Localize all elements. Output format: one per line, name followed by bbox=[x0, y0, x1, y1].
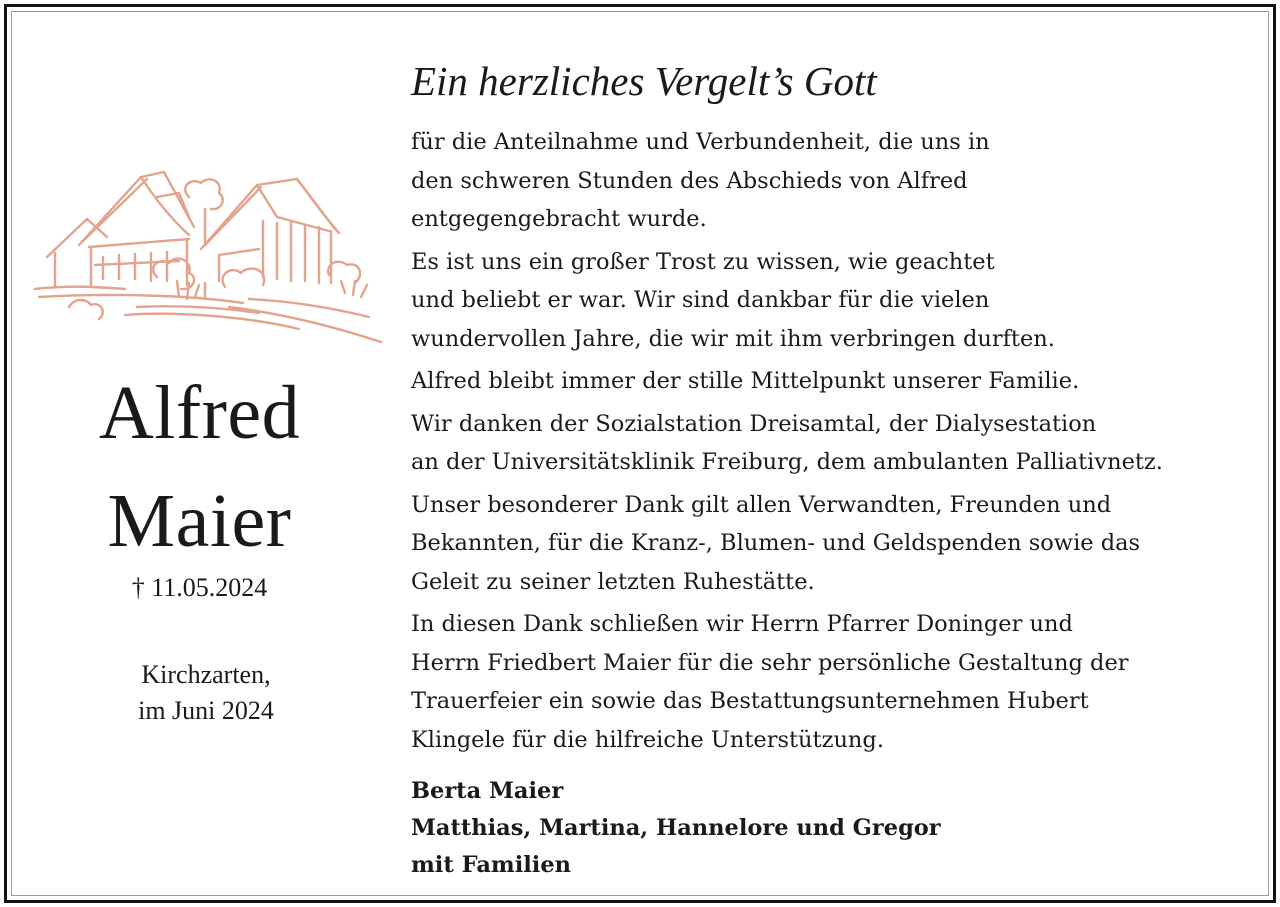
text-line: Geleit zu seiner letzten Ruhestätte. bbox=[411, 568, 815, 595]
deceased-first-name: Alfred bbox=[98, 371, 301, 455]
farmhouse-sketch-icon bbox=[29, 157, 389, 352]
text-line: entgegengebracht wurde. bbox=[411, 206, 707, 232]
obituary-card bbox=[4, 4, 1276, 903]
text-line: Alfred bleibt immer der stille Mittelpunkt unserer Familie. bbox=[411, 368, 1080, 394]
text-line: Klingele für die hilfreiche Unterstützung. bbox=[411, 726, 884, 753]
text-line: Trauerfeier ein sowie das Bestattungsunternehmen Hubert bbox=[411, 688, 1089, 714]
signature-block bbox=[411, 773, 941, 884]
paragraph bbox=[411, 605, 1271, 759]
place-and-date bbox=[7, 657, 405, 729]
paragraph bbox=[411, 405, 1271, 482]
text-line: wundervollen Jahre, die wir mit ihm verbringen durften. bbox=[411, 325, 1055, 352]
signature-line: mit Familien bbox=[411, 852, 572, 878]
signature-line: Berta Maier bbox=[411, 778, 564, 804]
text-line: Bekannten, für die Kranz-, Blumen- und Geldspenden sowie das bbox=[411, 530, 1141, 556]
paragraph bbox=[411, 486, 1271, 602]
text-line: den schweren Stunden des Abschieds von Alfred bbox=[411, 167, 968, 194]
place-line: Kirchzarten, bbox=[141, 660, 271, 689]
thank-you-text bbox=[411, 123, 1271, 759]
text-line: an der Universitätsklinik Freiburg, dem ambulanten Palliativnetz. bbox=[411, 449, 1163, 475]
deceased-last-name: Maier bbox=[107, 479, 292, 563]
text-line: Herrn Friedbert Maier für die sehr persönliche Gestaltung der bbox=[411, 649, 1129, 676]
paragraph bbox=[411, 243, 1271, 359]
text-line: und beliebt er war. Wir sind dankbar für die vielen bbox=[411, 287, 990, 313]
signature-line: Matthias, Martina, Hannelore und Gregor bbox=[411, 815, 941, 841]
text-line: Wir danken der Sozialstation Dreisamtal, der Dialysestation bbox=[411, 410, 1097, 437]
paragraph bbox=[411, 123, 1271, 239]
text-line: Unser besonderer Dank gilt allen Verwandten, Freunden und bbox=[411, 491, 1112, 518]
text-line: Es ist uns ein großer Trost zu wissen, wie geachtet bbox=[411, 248, 995, 275]
text-line: für die Anteilnahme und Verbundenheit, die uns in bbox=[411, 129, 990, 155]
text-line: In diesen Dank schließen wir Herrn Pfarrer Doninger und bbox=[411, 611, 1073, 637]
paragraph bbox=[411, 362, 1271, 401]
death-date: † 11.05.2024 bbox=[131, 573, 268, 602]
date-line: im Juni 2024 bbox=[138, 696, 274, 725]
notice-heading: Ein herzliches Vergelt’s Gott bbox=[411, 58, 877, 104]
